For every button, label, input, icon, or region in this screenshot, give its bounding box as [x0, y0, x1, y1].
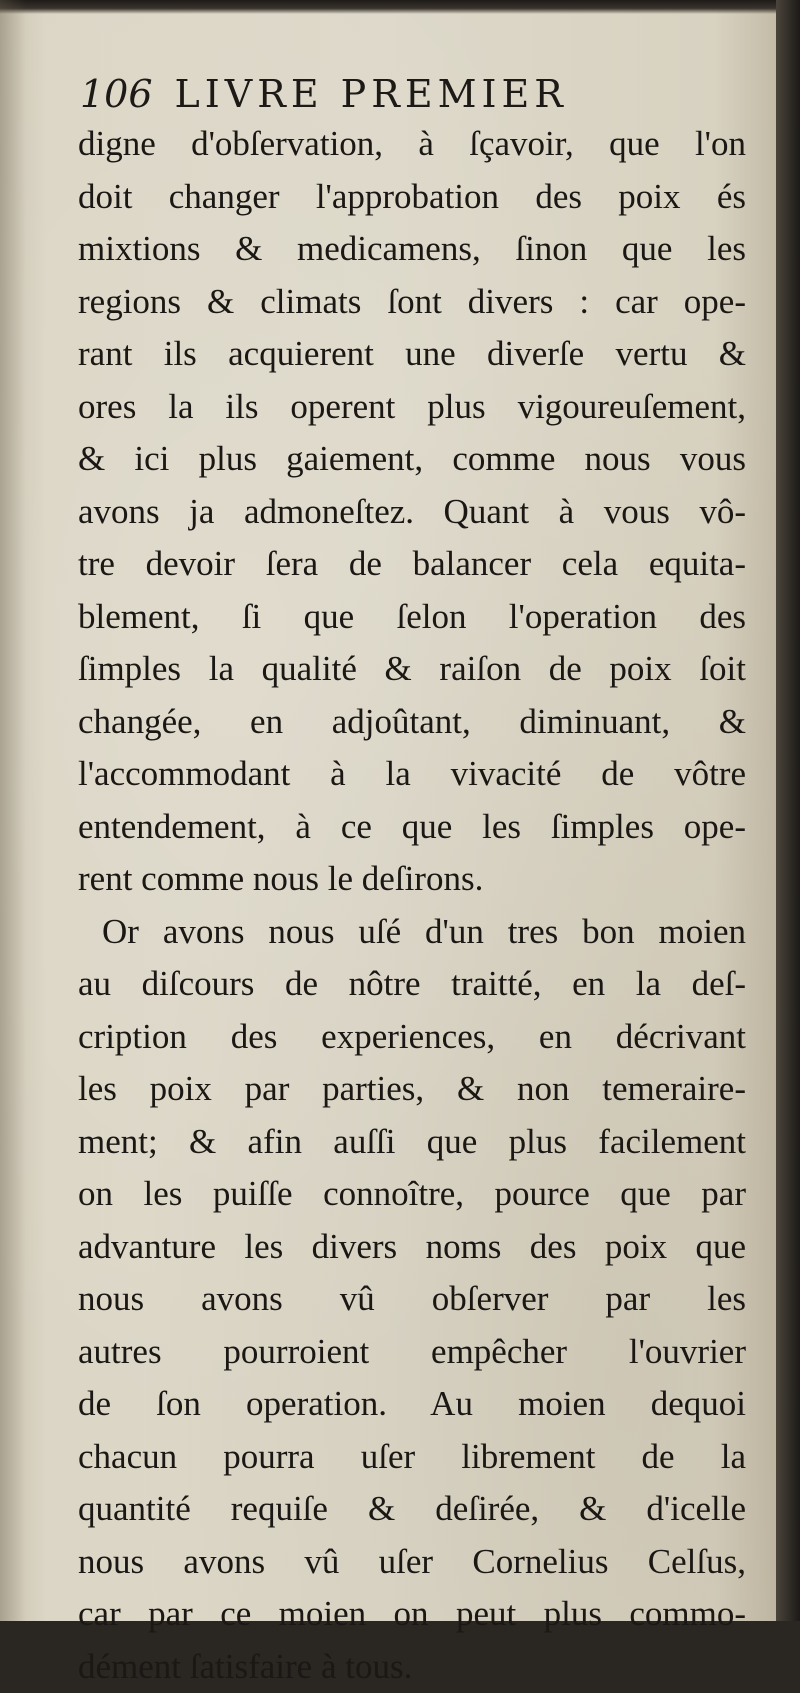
text-line: quantité requiſe & deſirée, & d'icelle — [78, 1483, 746, 1536]
text-line: autres pourroient empêcher l'ouvrier — [78, 1326, 746, 1379]
body-text — [78, 118, 746, 1693]
text-line: chacun pourra uſer librement de la — [78, 1431, 746, 1484]
text-line: dément ſatisfaire à tous. — [78, 1641, 746, 1693]
scan-top-edge — [0, 0, 776, 14]
text-line: rent comme nous le deſirons. — [78, 853, 746, 906]
running-head — [80, 68, 720, 120]
text-line: nous avons vû uſer Cornelius Celſus, — [78, 1536, 746, 1589]
running-head-title: LIVRE PREMIER — [175, 72, 568, 116]
text-line: rant ils acquierent une diverſe vertu & — [78, 328, 746, 381]
text-line: ſimples la qualité & raiſon de poix ſoit — [78, 643, 746, 696]
text-line: Or avons nous uſé d'un tres bon moien — [78, 906, 746, 959]
page-gutter-shadow — [0, 0, 26, 1621]
text-line: au diſcours de nôtre traitté, en la deſ- — [78, 958, 746, 1011]
text-line: blement, ſi que ſelon l'operation des — [78, 591, 746, 644]
text-line: de ſon operation. Au moien dequoi — [78, 1378, 746, 1431]
text-line: ores la ils operent plus vigoureuſement, — [78, 381, 746, 434]
text-line: mixtions & medicamens, ſinon que les — [78, 223, 746, 276]
text-line: regions & climats ſont divers : car ope- — [78, 276, 746, 329]
text-line: & ici plus gaiement, comme nous vous — [78, 433, 746, 486]
text-line: entendement, à ce que les ſimples ope- — [78, 801, 746, 854]
scan-right-edge — [776, 0, 800, 1621]
paragraph-1 — [78, 118, 746, 906]
text-line: advanture les divers noms des poix que — [78, 1221, 746, 1274]
text-line: l'accommodant à la vivacité de vôtre — [78, 748, 746, 801]
text-line: doit changer l'approbation des poix és — [78, 171, 746, 224]
text-line: avons ja admoneſtez. Quant à vous vô- — [78, 486, 746, 539]
text-line: tre devoir ſera de balancer cela equita- — [78, 538, 746, 591]
paragraph-2 — [78, 906, 746, 1693]
page-number: 106 — [80, 72, 153, 116]
text-line: les poix par parties, & non temeraire- — [78, 1063, 746, 1116]
text-line: digne d'obſervation, à ſçavoir, que l'on — [78, 118, 746, 171]
text-line: on les puiſſe connoître, pource que par — [78, 1168, 746, 1221]
text-line: changée, en adjoûtant, diminuant, & — [78, 696, 746, 749]
text-line: cription des experiences, en décrivant — [78, 1011, 746, 1064]
text-line: nous avons vû obſerver par les — [78, 1273, 746, 1326]
text-line: car par ce moien on peut plus commo- — [78, 1588, 746, 1641]
text-line: ment; & afin auſſi que plus facilement — [78, 1116, 746, 1169]
